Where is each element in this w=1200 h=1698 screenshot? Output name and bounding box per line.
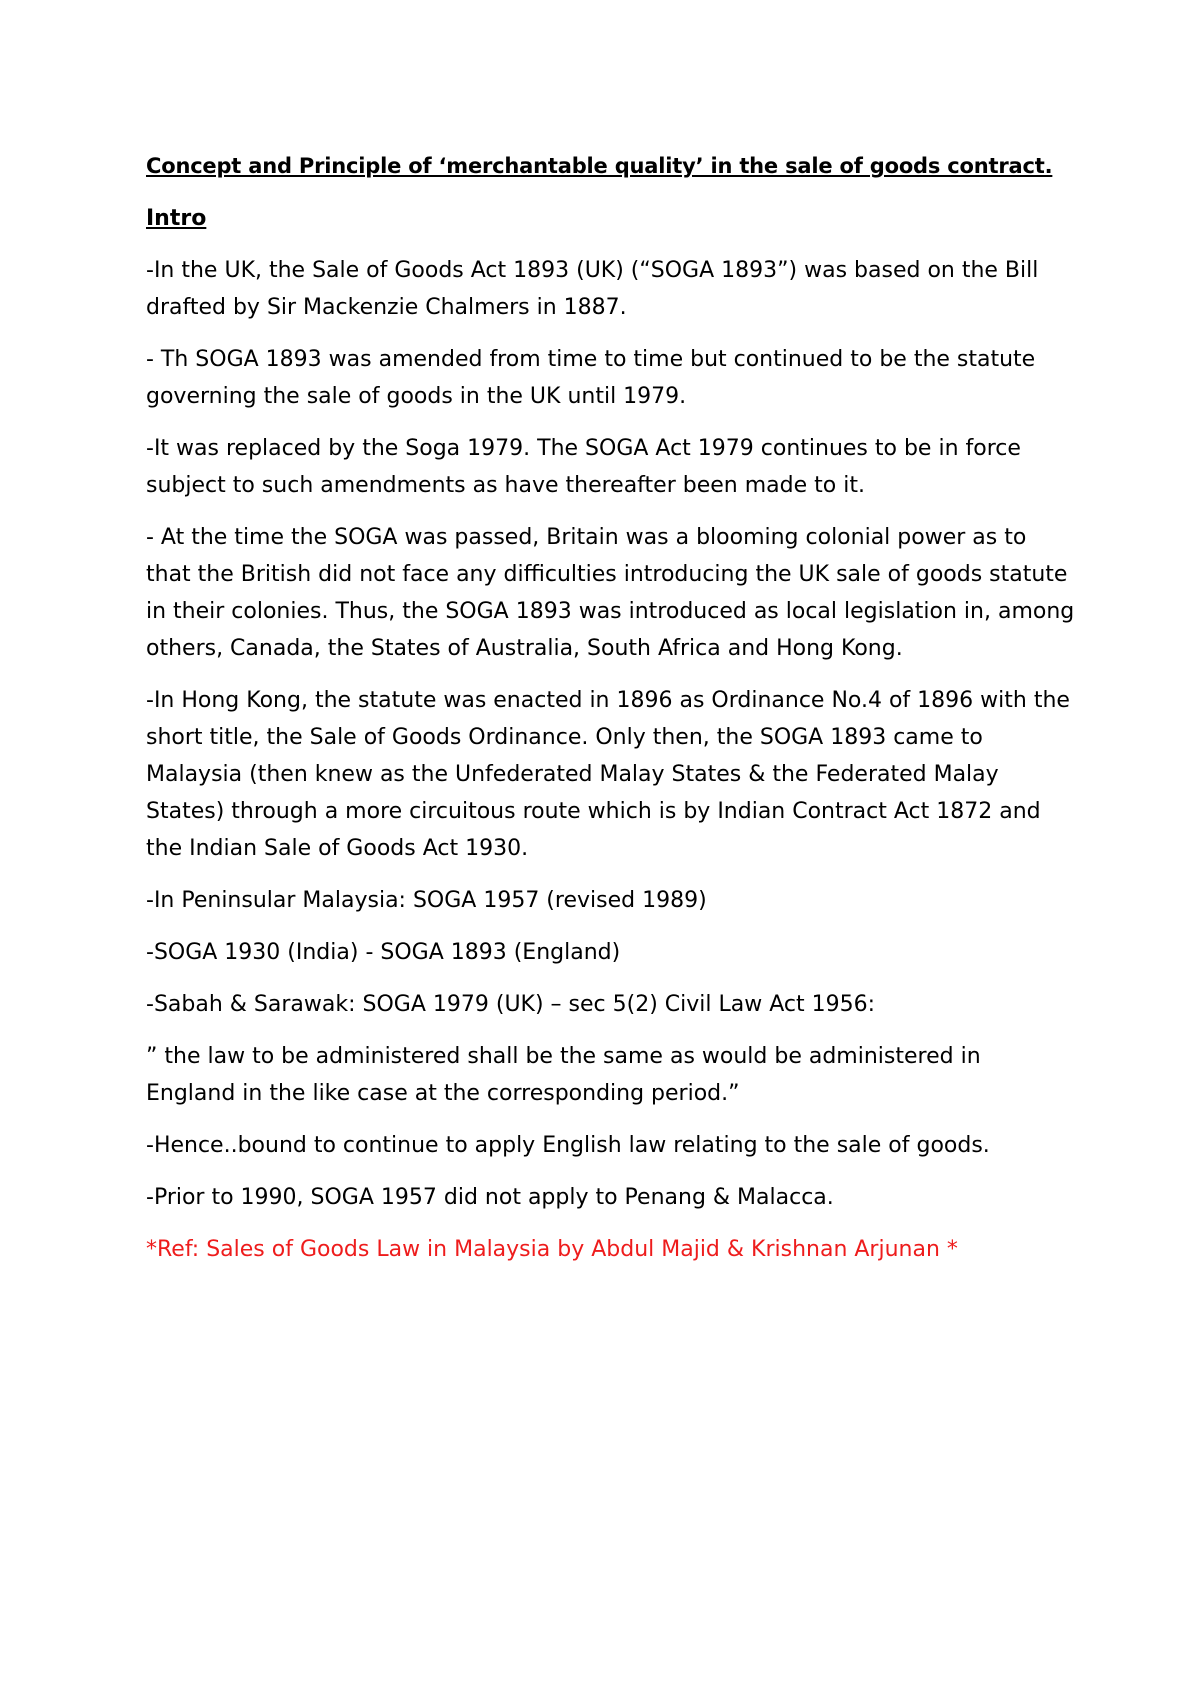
paragraph-penang-malacca: -Prior to 1990, SOGA 1957 did not apply to Penang & Malacca.: [146, 1185, 834, 1210]
paragraph-soga-amended: - Th SOGA 1893 was amended from time to time but continued to be the statute governing the sale of goods in the UK until 1979.: [146, 347, 1036, 409]
paragraph-soga-1979: -It was replaced by the Soga 1979. The SOGA Act 1979 continues to be in force subject to such amendments as have thereafter been made to it.: [146, 436, 1021, 498]
paragraph-peninsular-malaysia: -In Peninsular Malaysia: SOGA 1957 (revised 1989): [146, 888, 707, 913]
document-title: Concept and Principle of ‘merchantable quality’ in the sale of goods contract.: [146, 154, 1053, 178]
document-body: [146, 148, 1076, 1283]
section-heading-intro: Intro: [146, 206, 207, 231]
reference-note: *Ref: Sales of Goods Law in Malaysia by Abdul Majid & Krishnan Arjunan *: [146, 1237, 958, 1262]
paragraph-colonial-power: - At the time the SOGA was passed, Britain was a blooming colonial power as to that the British did not face any difficulties introducing the UK sale of goods statute in their colonies. Thus, the SOGA 1893 was introduced as local legislation in, among others, Canada, the States of Australia, South Africa and Hong Kong.: [146, 525, 1075, 661]
paragraph-english-law: -Hence..bound to continue to apply English law relating to the sale of goods.: [146, 1133, 990, 1158]
paragraph-law-quote: ” the law to be administered shall be the same as would be administered in England in the like case at the corresponding period.”: [146, 1044, 981, 1106]
paragraph-uk-soga-1893: -In the UK, the Sale of Goods Act 1893 (UK) (“SOGA 1893”) was based on the Bill drafted by Sir Mackenzie Chalmers in 1887.: [146, 258, 1039, 320]
paragraph-soga-india-england: -SOGA 1930 (India) - SOGA 1893 (England): [146, 940, 621, 965]
paragraph-hong-kong: -In Hong Kong, the statute was enacted in 1896 as Ordinance No.4 of 1896 with the short title, the Sale of Goods Ordinance. Only then, the SOGA 1893 came to Malaysia (then knew as the Unfederated Malay States & the Federated Malay States) through a more circuitous route which is by Indian Contract Act 1872 and the Indian Sale of Goods Act 1930.: [146, 688, 1070, 861]
paragraph-sabah-sarawak: -Sabah & Sarawak: SOGA 1979 (UK) – sec 5(2) Civil Law Act 1956:: [146, 992, 875, 1017]
